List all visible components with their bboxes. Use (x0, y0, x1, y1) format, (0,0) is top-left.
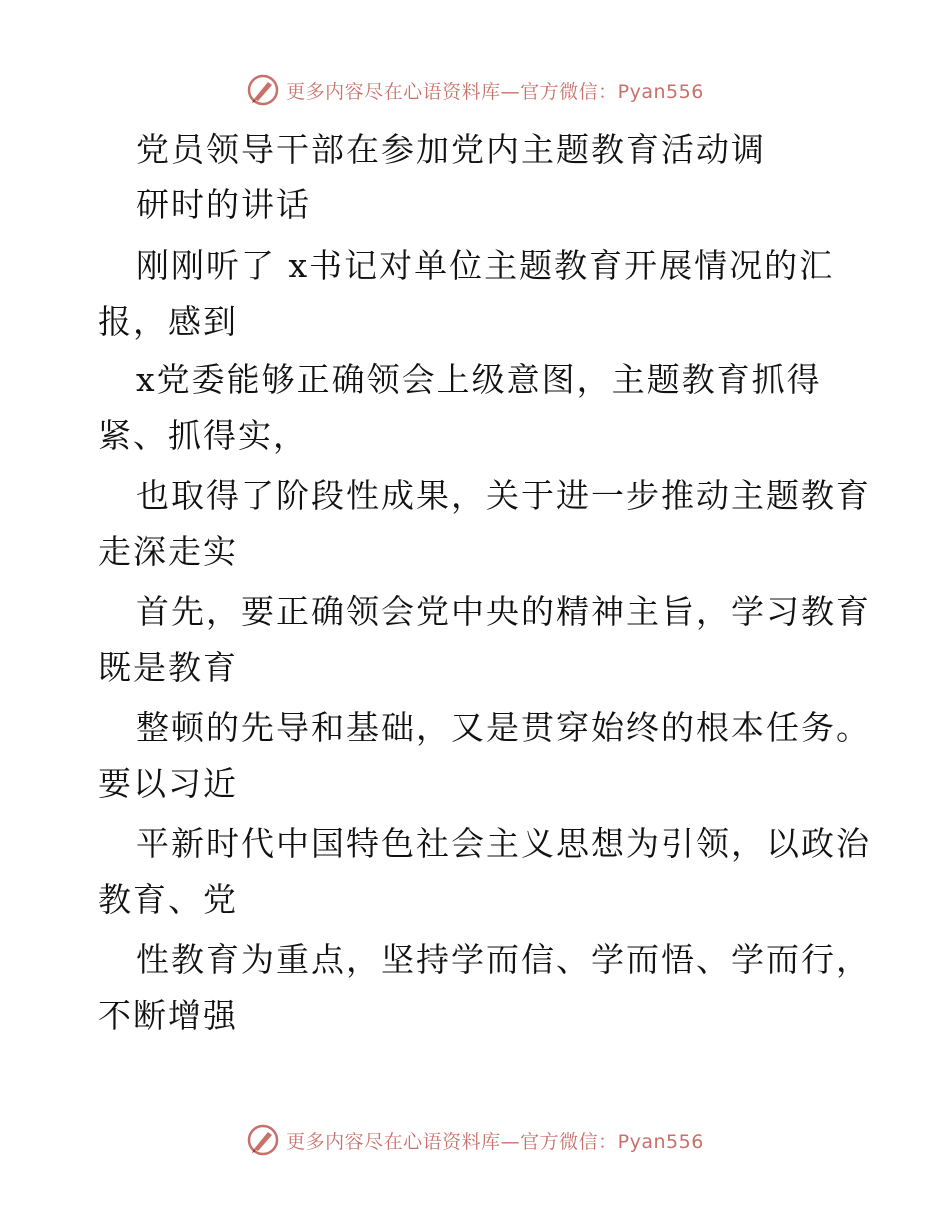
paragraph-line: 刚刚听了 x书记对单位主题教育开展情况的汇 (136, 246, 835, 285)
title-line-1: 党员领导干部在参加党内主题教育活动调 (136, 130, 766, 169)
pen-logo-icon (246, 1123, 280, 1157)
header-watermark (0, 70, 950, 110)
paragraph-line: 教育、党 (98, 880, 238, 919)
paragraph-line: 整顿的先导和基础，又是贯穿始终的根本任务。 (136, 708, 871, 747)
paragraph-line: x党委能够正确领会上级意图，主题教育抓得 (136, 360, 822, 399)
paragraph-line: 既是教育 (98, 648, 238, 687)
paragraph-line: 走深走实 (98, 532, 238, 571)
paragraph-line: 不断增强 (98, 996, 238, 1035)
paragraph-line: 首先，要正确领会党中央的精神主旨，学习教育 (136, 592, 871, 631)
paragraph-line: 性教育为重点，坚持学而信、学而悟、学而行， (136, 940, 871, 979)
pen-logo-icon (246, 73, 280, 107)
footer-watermark (0, 1120, 950, 1160)
paragraph-line: 要以习近 (98, 764, 238, 803)
watermark-text: 更多内容尽在心语资料库—官方微信：Pyan556 (286, 80, 704, 103)
paragraph-line: 紧、抓得实， (98, 416, 308, 455)
watermark-text: 更多内容尽在心语资料库—官方微信：Pyan556 (286, 1130, 704, 1153)
paragraph-line: 平新时代中国特色社会主义思想为引领，以政治 (136, 824, 871, 863)
paragraph-line: 也取得了阶段性成果，关于进一步推动主题教育 (136, 476, 871, 515)
title-line-2: 研时的讲话 (136, 185, 311, 224)
paragraph-line: 报，感到 (98, 302, 238, 341)
